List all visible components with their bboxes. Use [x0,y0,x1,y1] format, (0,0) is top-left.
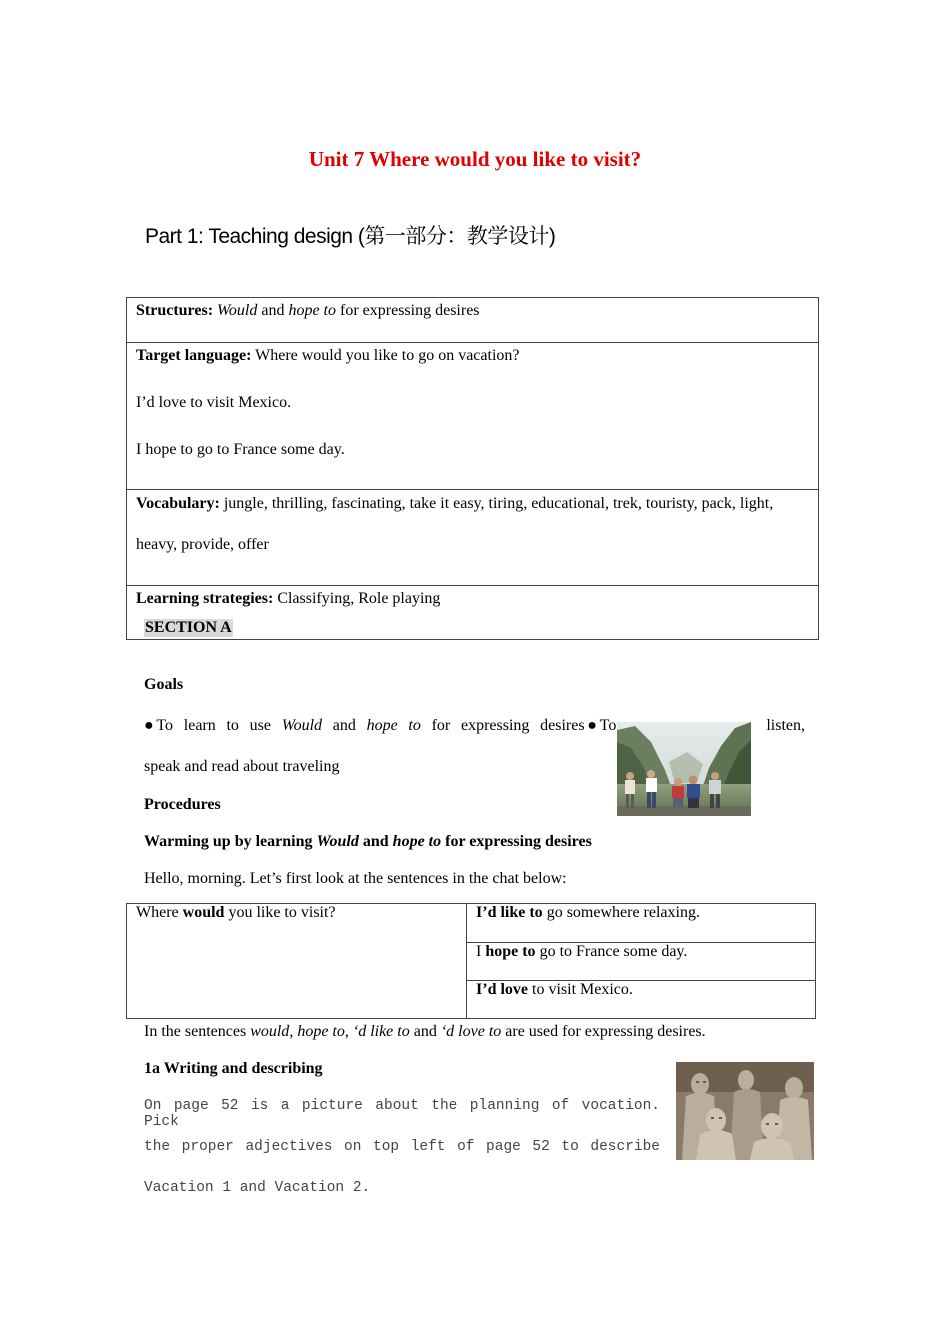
table-row [127,298,819,343]
target-language-cell: Target language: Where would you like to go on vacation? I’d love to visit Mexico. I hope to go to France some day. [127,343,819,490]
goal-line-2: speak and read about traveling [144,758,340,775]
question-cell: Where would you like to visit? [127,904,467,1019]
page-title: Unit 7 Where would you like to visit? [308,147,642,171]
travel-photo [617,722,751,816]
part-heading: Part 1: Teaching design (第一部分：教学设计) [145,225,556,248]
table-row [127,904,816,943]
activity-1a-line-3: Vacation 1 and Vacation 2. [144,1180,371,1196]
reply-cell-3: I’d love to visit Mexico. [467,981,816,1019]
intro-text: Hello, morning. Let’s first look at the sentences in the chat below: [144,870,567,887]
strategies-cell: Learning strategies: Classifying, Role playing [127,586,819,640]
activity-1a-heading: 1a Writing and describing [144,1060,323,1077]
activity-1a-line-1: On page 52 is a picture about the planning of vocation. Pick [144,1098,660,1130]
procedures-heading: Procedures [144,796,221,813]
goals-heading: Goals [144,676,184,693]
table-row [127,343,819,490]
overview-table [126,297,819,640]
vocabulary-cell: Vocabulary: jungle, thrilling, fascinating, take it easy, tiring, educational, trek, touristy, pack, light, heavy, provide, offer [127,490,819,586]
warming-up-heading: Warming up by learning Would and hope to for expressing desires [144,833,592,850]
activity-1a-line-2: the proper adjectives on top left of page 52 to describe [144,1139,660,1155]
reply-cell-1: I’d like to go somewhere relaxing. [467,904,816,943]
reply-cell-2: I hope to go to France some day. [467,943,816,981]
terracotta-warriors-photo [676,1062,814,1160]
section-a-heading: SECTION A [145,619,232,636]
in-sentences-text: In the sentences would, hope to, ‘d like to and ‘d love to are used for expressing desires. [144,1023,706,1040]
chat-table [126,903,816,1019]
table-row [127,490,819,586]
structures-cell: Structures: Would and hope to for expressing desires [127,298,819,343]
goal-line-1: ●To learn to use Would and hope to for expressing desires●To listen, [144,717,805,734]
